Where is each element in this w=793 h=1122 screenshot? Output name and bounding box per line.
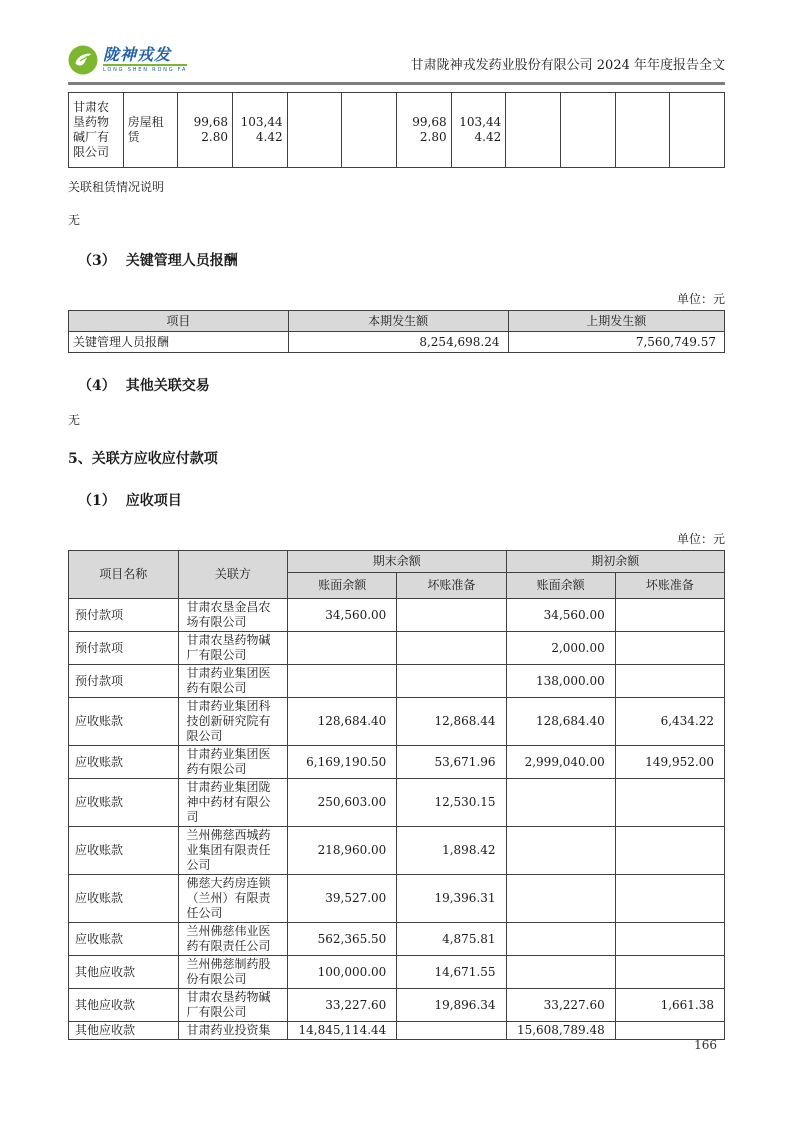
cell-beg-bad-debt: [615, 923, 724, 956]
lease-value-cell: [342, 93, 397, 168]
cell-end-book-balance: 14,845,114.44: [288, 1022, 397, 1040]
lease-type-cell: 房屋租赁: [123, 93, 178, 168]
cell-beg-book-balance: [506, 779, 615, 827]
lease-value-cell: [287, 93, 342, 168]
cell-end-bad-debt: [397, 665, 506, 698]
table-row: [69, 665, 725, 698]
cell-end-bad-debt: 19,396.31: [397, 875, 506, 923]
kmp-item-cell: 关键管理人员报酬: [69, 332, 289, 353]
cell-end-book-balance: 34,560.00: [288, 599, 397, 632]
lease-value-cell: [506, 93, 561, 168]
heading-text: 关键管理人员报酬: [125, 253, 238, 269]
lease-value-cell: [615, 93, 670, 168]
cell-item: 其他应收款: [69, 956, 179, 989]
section-heading-other: [68, 377, 725, 395]
lease-value-cell: 103,444.42: [232, 93, 287, 168]
cell-beg-book-balance: [506, 956, 615, 989]
cell-end-bad-debt: 53,671.96: [397, 746, 506, 779]
cell-item: 其他应收款: [69, 1022, 179, 1040]
document-title: 甘肃陇神戎发药业股份有限公司 2024 年年度报告全文: [410, 58, 725, 73]
cell-party: 兰州佛慈西城药业集团有限责任公司: [178, 827, 288, 875]
kmp-prior-cell: 7,560,749.57: [508, 332, 725, 353]
lease-note-label: 关联租赁情况说明: [68, 180, 165, 194]
recv-header-book-balance: 账面余额: [288, 573, 397, 599]
recv-header-ending: 期末余额: [288, 551, 506, 573]
cell-item: 预付款项: [69, 632, 179, 665]
cell-item: 预付款项: [69, 665, 179, 698]
cell-beg-bad-debt: [615, 875, 724, 923]
recv-header-book-balance: 账面余额: [506, 573, 615, 599]
table-row: [69, 746, 725, 779]
unit-label: 单位：元: [676, 292, 725, 306]
cell-beg-book-balance: [506, 923, 615, 956]
table-row: [69, 779, 725, 827]
cell-beg-bad-debt: [615, 956, 724, 989]
table-row: [69, 698, 725, 746]
cell-end-bad-debt: 12,530.15: [397, 779, 506, 827]
cell-beg-bad-debt: [615, 1022, 724, 1040]
cell-beg-bad-debt: 149,952.00: [615, 746, 724, 779]
cell-end-book-balance: 250,603.00: [288, 779, 397, 827]
recv-header-beginning: 期初余额: [506, 551, 724, 573]
cell-end-bad-debt: 19,896.34: [397, 989, 506, 1022]
table-header-row: [69, 551, 725, 573]
logo-brand-en: LONG SHEN RONG FA: [103, 67, 188, 74]
cell-end-bad-debt: [397, 1022, 506, 1040]
heading-text: 其他关联交易: [125, 378, 210, 394]
table-row: [69, 989, 725, 1022]
related-lease-table: [68, 92, 725, 168]
section-heading-kmp: [68, 252, 725, 270]
recv-header-item: 项目名称: [69, 551, 179, 599]
cell-beg-book-balance: 2,000.00: [506, 632, 615, 665]
cell-item: 应收账款: [69, 779, 179, 827]
table-row: [69, 599, 725, 632]
cell-beg-book-balance: 2,999,040.00: [506, 746, 615, 779]
cell-party: 甘肃农垦药物碱厂有限公司: [178, 989, 288, 1022]
section-heading-receivables: [68, 492, 725, 510]
table-row: [69, 632, 725, 665]
kmp-current-cell: 8,254,698.24: [288, 332, 508, 353]
table-header-row: [69, 311, 725, 332]
cell-party: 甘肃药业集团医药有限公司: [178, 665, 288, 698]
cell-party: 佛慈大药房连锁（兰州）有限责任公司: [178, 875, 288, 923]
lease-party-cell: 甘肃农垦药物碱厂有限公司: [69, 93, 124, 168]
table-row: [69, 332, 725, 353]
table-row: [69, 875, 725, 923]
cell-beg-book-balance: [506, 827, 615, 875]
table-row: [69, 956, 725, 989]
cell-item: 应收账款: [69, 875, 179, 923]
cell-end-bad-debt: [397, 599, 506, 632]
lease-value-cell: 103,444.42: [451, 93, 506, 168]
recv-header-bad-debt: 坏账准备: [615, 573, 724, 599]
lease-value-cell: [560, 93, 615, 168]
recv-header-bad-debt: 坏账准备: [397, 573, 506, 599]
cell-end-bad-debt: [397, 632, 506, 665]
kmp-header-item: 项目: [69, 311, 289, 332]
cell-party: 甘肃农垦金昌农场有限公司: [178, 599, 288, 632]
cell-party: 甘肃药业投资集: [178, 1022, 288, 1040]
logo-underline: [103, 64, 187, 66]
kmp-compensation-table: [68, 310, 725, 353]
section-heading-related-balances: 5、关联方应收应付款项: [68, 451, 218, 467]
cell-item: 其他应收款: [69, 989, 179, 1022]
cell-beg-bad-debt: [615, 827, 724, 875]
cell-beg-bad-debt: [615, 779, 724, 827]
cell-party: 甘肃药业集团陇神中药材有限公司: [178, 779, 288, 827]
kmp-header-current: 本期发生额: [288, 311, 508, 332]
cell-end-book-balance: [288, 632, 397, 665]
cell-end-bad-debt: 4,875.81: [397, 923, 506, 956]
table-row: [69, 827, 725, 875]
cell-end-bad-debt: 1,898.42: [397, 827, 506, 875]
cell-end-book-balance: [288, 665, 397, 698]
page-header: [68, 0, 725, 75]
cell-party: 甘肃药业集团科技创新研究院有限公司: [178, 698, 288, 746]
cell-end-book-balance: 562,365.50: [288, 923, 397, 956]
cell-beg-book-balance: 33,227.60: [506, 989, 615, 1022]
cell-item: 应收账款: [69, 827, 179, 875]
cell-beg-bad-debt: [615, 665, 724, 698]
cell-beg-bad-debt: [615, 599, 724, 632]
heading-number: （4）: [78, 378, 116, 394]
logo-brand-cn: 陇神戎发: [103, 44, 172, 64]
cell-item: 应收账款: [69, 923, 179, 956]
table-row: [69, 93, 725, 168]
cell-end-book-balance: 100,000.00: [288, 956, 397, 989]
recv-header-party: 关联方: [178, 551, 288, 599]
table-row: [69, 1022, 725, 1040]
cell-beg-book-balance: 138,000.00: [506, 665, 615, 698]
logo-icon: [68, 45, 98, 75]
lease-note-value: 无: [68, 213, 81, 227]
header-divider: [68, 82, 725, 85]
cell-end-book-balance: 128,684.40: [288, 698, 397, 746]
other-transactions-value: 无: [68, 413, 81, 427]
cell-beg-bad-debt: 1,661.38: [615, 989, 724, 1022]
receivables-table: [68, 550, 725, 1040]
lease-value-cell: 99,682.80: [396, 93, 451, 168]
cell-item: 应收账款: [69, 698, 179, 746]
cell-party: 兰州佛慈制药股份有限公司: [178, 956, 288, 989]
heading-number: （3）: [78, 253, 116, 269]
cell-item: 预付款项: [69, 599, 179, 632]
page-number: 166: [694, 1038, 717, 1052]
cell-party: 甘肃药业集团医药有限公司: [178, 746, 288, 779]
cell-beg-book-balance: 128,684.40: [506, 698, 615, 746]
unit-label: 单位：元: [676, 532, 725, 546]
cell-end-bad-debt: 12,868.44: [397, 698, 506, 746]
cell-end-book-balance: 218,960.00: [288, 827, 397, 875]
cell-beg-book-balance: 34,560.00: [506, 599, 615, 632]
cell-end-bad-debt: 14,671.55: [397, 956, 506, 989]
cell-party: 甘肃农垦药物碱厂有限公司: [178, 632, 288, 665]
cell-beg-book-balance: [506, 875, 615, 923]
cell-party: 兰州佛慈伟业医药有限责任公司: [178, 923, 288, 956]
cell-end-book-balance: 33,227.60: [288, 989, 397, 1022]
kmp-header-prior: 上期发生额: [508, 311, 725, 332]
cell-beg-book-balance: 15,608,789.48: [506, 1022, 615, 1040]
cell-beg-bad-debt: 6,434.22: [615, 698, 724, 746]
lease-value-cell: 99,682.80: [178, 93, 233, 168]
heading-number: （1）: [78, 493, 116, 509]
cell-item: 应收账款: [69, 746, 179, 779]
heading-text: 应收项目: [125, 493, 182, 509]
table-row: [69, 923, 725, 956]
company-logo: [68, 45, 187, 75]
lease-value-cell: [670, 93, 725, 168]
cell-end-book-balance: 6,169,190.50: [288, 746, 397, 779]
cell-beg-bad-debt: [615, 632, 724, 665]
cell-end-book-balance: 39,527.00: [288, 875, 397, 923]
logo-text-block: [103, 44, 188, 74]
